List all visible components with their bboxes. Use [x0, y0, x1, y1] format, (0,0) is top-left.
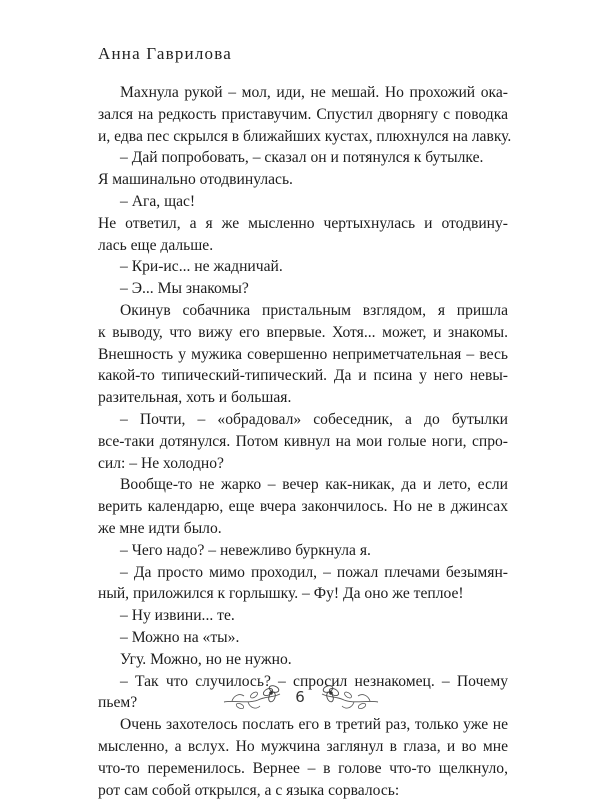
text-line: – Так что случилось? – спросил незнакомец. – Почему [98, 671, 508, 693]
text-line: все-таки дотянулся. Потом кивнул на мои голые ноги, спро- [98, 431, 508, 453]
page-footer [0, 678, 600, 718]
text-line: Внешность у мужика совершенно неприметчательная – весь [98, 344, 508, 366]
text-line: разительная, хоть и большая. [98, 387, 508, 409]
text-line: что-то переменилось. Вернее – в голове что-то щелкнуло, [98, 758, 508, 780]
text-line: Махнула рукой – мол, иди, не мешай. Но прохожий ока- [98, 82, 508, 104]
text-line: сил: – Не холодно? [98, 453, 508, 475]
text-line: же мне идти было. [98, 518, 508, 540]
text-line: лась еще дальше. [98, 235, 508, 257]
text-line: – Чего надо? – невежливо буркнула я. [98, 540, 508, 562]
text-line: – Почти, – «обрадовал» собеседник, а до бутылки [98, 409, 508, 431]
text-line: Окинув собачника пристальным взглядом, я пришла [98, 300, 508, 322]
text-line: пьем? [98, 692, 508, 714]
text-line: – Ага, щас! [98, 191, 508, 213]
floral-ornament-left-icon [222, 680, 284, 714]
text-line: Угу. Можно, но не нужно. [98, 649, 508, 671]
text-line: верить календарю, еще вчера закончилось. Но не в джинсах [98, 496, 508, 518]
text-line: зался на редкость приставучим. Спустил дворнягу с поводка [98, 104, 508, 126]
text-line: – Ну извини... те. [98, 605, 508, 627]
text-line: Очень захотелось послать его в третий раз, только уже не [98, 714, 508, 736]
text-line: Не ответил, а я же мысленно чертыхнулась и отодвину- [98, 213, 508, 235]
text-line: – Э... Мы знакомы? [98, 278, 508, 300]
running-head-author: Анна Гаврилова [98, 44, 232, 64]
text-line: мысленно, а вслух. Но мужчина заглянул в глаза, и во мне [98, 736, 508, 758]
text-line: – Да просто мимо проходил, – пожал плечами безымян- [98, 562, 508, 584]
text-line: к выводу, что вижу его впервые. Хотя... может, и знакомы. [98, 322, 508, 344]
text-line: Я машинально отодвинулась. [98, 169, 508, 191]
text-line: какой-то типический-типический. Да и псина у него невы- [98, 365, 508, 387]
floral-ornament-right-icon [318, 680, 380, 714]
page-number: 6 [284, 688, 316, 706]
text-line: Вообще-то не жарко – вечер как-никак, да и лето, если [98, 474, 508, 496]
text-line: ный, приложился к горлышку. – Фу! Да оно же теплое! [98, 583, 508, 605]
text-line: – Дай попробовать, – сказал он и потянулся к бутылке. [98, 147, 508, 169]
text-line: рот сам собой открылся, а с языка сорвалось: [98, 780, 508, 801]
text-line: – Можно на «ты». [98, 627, 508, 649]
text-line: – Кри-ис... не жадничай. [98, 256, 508, 278]
text-line: и, едва пес скрылся в ближайших кустах, плюхнулся на лавку. [98, 126, 508, 148]
